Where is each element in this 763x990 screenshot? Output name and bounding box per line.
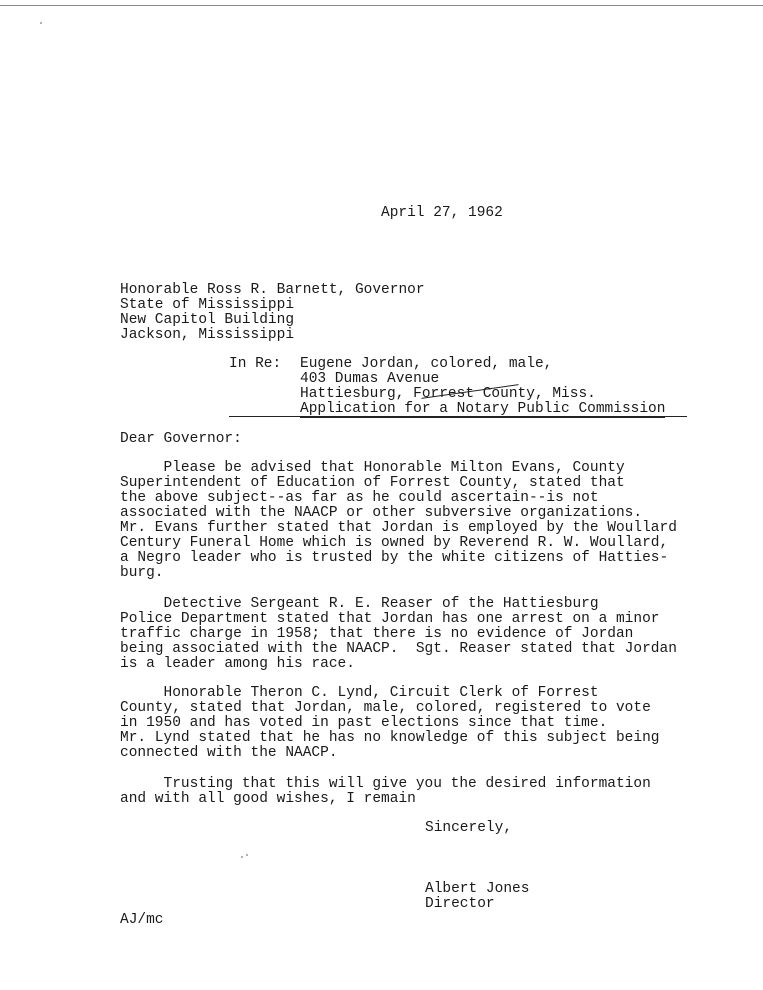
- body-line: Century Funeral Home which is owned by Reverend R. W. Woullard,: [120, 535, 669, 551]
- body-line: traffic charge in 1958; that there is no evidence of Jordan: [120, 626, 634, 642]
- closing: Sincerely,: [425, 820, 513, 836]
- body-line: County, stated that Jordan, male, colored, registered to vote: [120, 700, 651, 716]
- body-line: associated with the NAACP or other subversive organizations.: [120, 505, 643, 521]
- body-line: Detective Sergeant R. E. Reaser of the Hattiesburg: [120, 596, 599, 612]
- in-re-subject-line: Application for a Notary Public Commission: [300, 401, 666, 417]
- body-line: Mr. Lynd stated that he has no knowledge of this subject being: [120, 730, 660, 746]
- salutation: Dear Governor:: [120, 431, 242, 447]
- scan-speck: [241, 856, 243, 858]
- body-line: being associated with the NAACP. Sgt. Reaser stated that Jordan: [120, 641, 677, 657]
- body-line: Mr. Evans further stated that Jordan is employed by the Woullard: [120, 520, 677, 536]
- signer-title: Director: [425, 896, 495, 912]
- body-line: the above subject--as far as he could ascertain--is not: [120, 490, 599, 506]
- body-line: Police Department stated that Jordan has one arrest on a minor: [120, 611, 660, 627]
- body-line: Please be advised that Honorable Milton Evans, County: [120, 460, 625, 476]
- body-line: Trusting that this will give you the desired information: [120, 776, 651, 792]
- addressee-line: State of Mississippi: [120, 297, 295, 313]
- in-re-line: 403 Dumas Avenue: [300, 371, 440, 387]
- addressee-line: Jackson, Mississippi: [120, 327, 295, 343]
- in-re-line: Eugene Jordan, colored, male,: [300, 356, 553, 372]
- body-line: connected with the NAACP.: [120, 745, 338, 761]
- scan-speck: [40, 22, 42, 24]
- addressee-line: Honorable Ross R. Barnett, Governor: [120, 282, 425, 298]
- body-line: Superintendent of Education of Forrest County, stated that: [120, 475, 625, 491]
- in-re-line: Hattiesburg, Forrest County, Miss.: [300, 386, 596, 402]
- date-line: April 27, 1962: [381, 205, 503, 221]
- signer-name: Albert Jones: [425, 881, 530, 897]
- body-line: burg.: [120, 565, 164, 581]
- body-line: a Negro leader who is trusted by the white citizens of Hatties-: [120, 550, 669, 566]
- reference-initials: AJ/mc: [120, 912, 164, 928]
- in-re-underline: [229, 416, 687, 417]
- addressee-line: New Capitol Building: [120, 312, 295, 328]
- scan-speck: [246, 854, 248, 856]
- in-re-label: In Re:: [229, 356, 282, 372]
- body-line: in 1950 and has voted in past elections since that time.: [120, 715, 608, 731]
- body-line: is a leader among his race.: [120, 656, 355, 672]
- body-line: Honorable Theron C. Lynd, Circuit Clerk of Forrest: [120, 685, 599, 701]
- body-line: and with all good wishes, I remain: [120, 791, 416, 807]
- page-top-edge: [0, 0, 763, 6]
